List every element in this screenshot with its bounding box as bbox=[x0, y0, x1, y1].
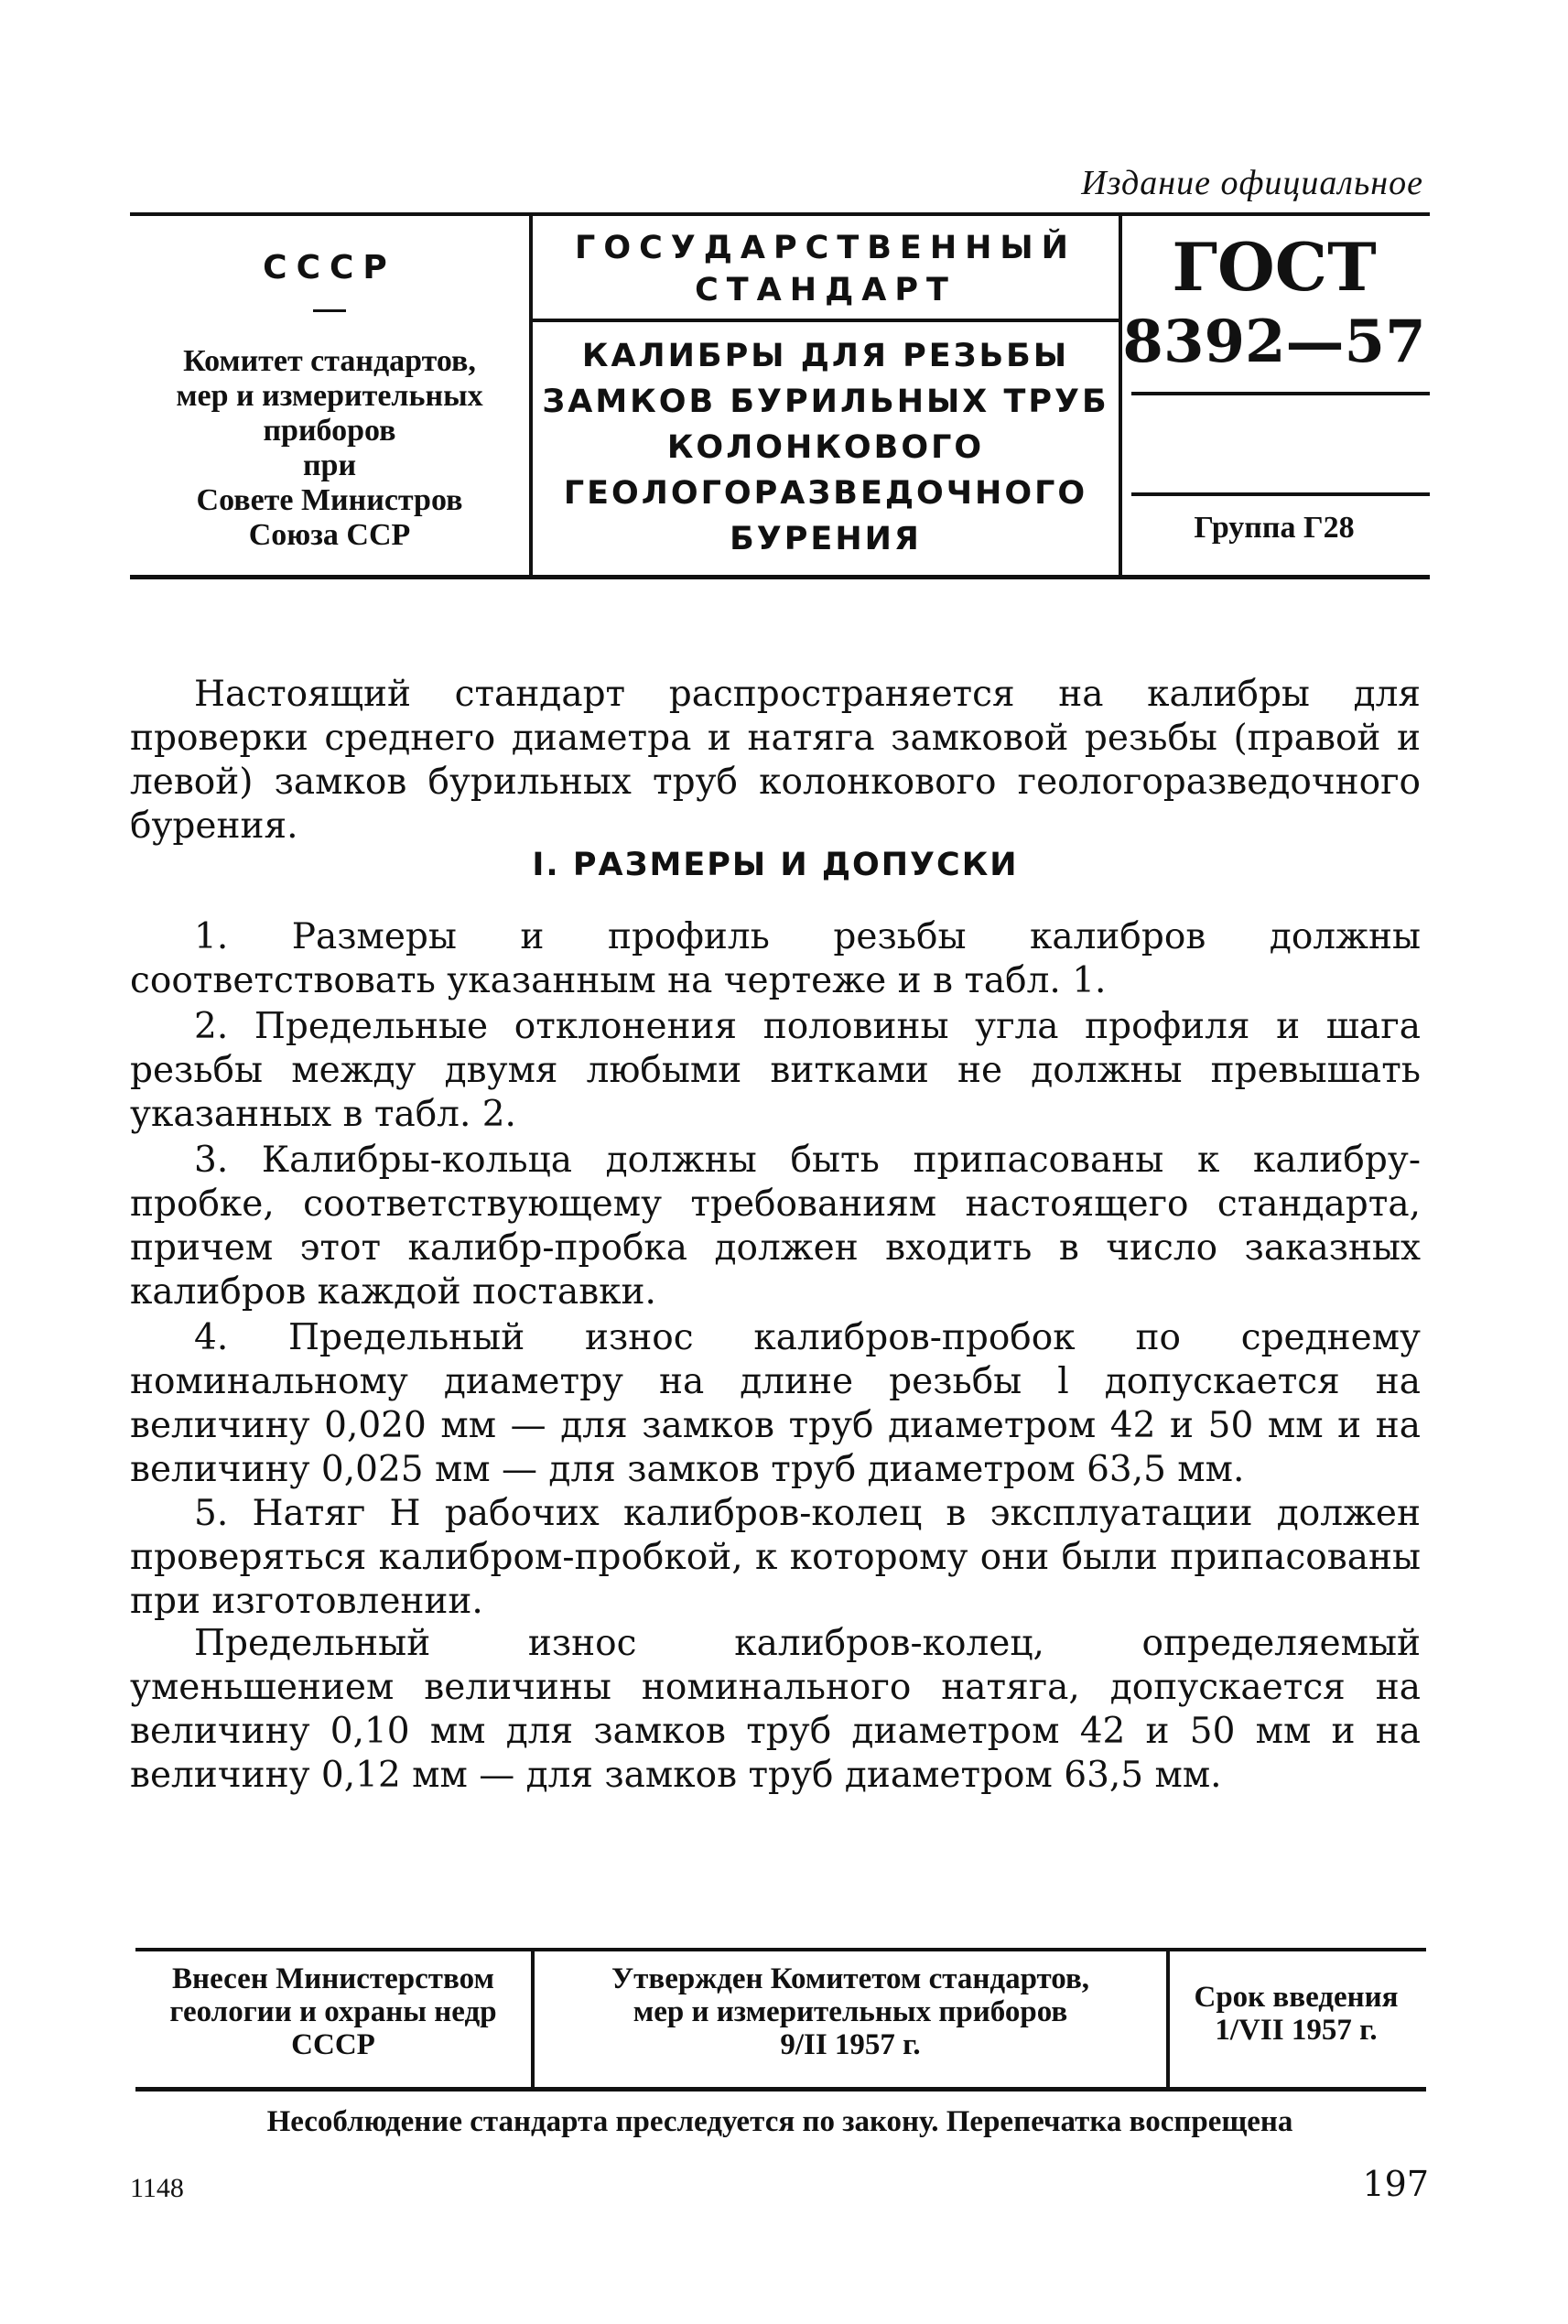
edition-label: Издание официальное bbox=[1081, 164, 1423, 202]
header-right-column bbox=[1119, 216, 1430, 575]
header-left-column bbox=[130, 216, 529, 575]
clause-paragraph: 2. Предельные отклонения половины угла профиля и шага резьбы между двумя любыми витками не должны превышать указанных в табл. 2. bbox=[130, 1006, 1421, 1135]
group-label: Группа Г28 bbox=[1194, 511, 1355, 545]
footer-middle-column bbox=[531, 1951, 1170, 2087]
header-divider bbox=[533, 319, 1119, 322]
clause-paragraph: Предельный износ калибров-колец, определяемый уменьшением величины номинального натяга, допускается на величину 0,10 мм для замков труб диаметром 42 и 50 мм и на величину 0,12 мм — для замков труб диаметром 63,5 мм. bbox=[130, 1623, 1421, 1796]
footer-left-column bbox=[135, 1951, 531, 2087]
copyright-notice: Несоблюдение стандарта преследуется по закону. Перепечатка воспрещена bbox=[266, 2105, 1293, 2138]
header-divider bbox=[1131, 492, 1430, 496]
country-label: СССР bbox=[263, 249, 396, 286]
header-divider bbox=[1131, 392, 1430, 395]
clause-paragraph: 5. Натяг H рабочих калибров-колец в эксплуатации должен проверяться калибром-пробкой, к которому они были припасованы при изготовлении. bbox=[130, 1493, 1421, 1622]
clause-paragraph: 4. Предельный износ калибров-пробок по среднему номинальному диаметру на длине резьбы l допускается на величину 0,020 мм — для замков труб диаметром 42 и 50 мм и на величину 0,025 мм — для замков труб диаметром 63,5 мм. bbox=[130, 1317, 1421, 1490]
divider-dash bbox=[313, 309, 346, 312]
clause-paragraph: 3. Калибры-кольца должны быть припасованы к калибру-пробке, соответствующему требованиям настоящего стандарта, причем этот калибр-пробка должен входить в число заказных калибров каждой поставки. bbox=[130, 1140, 1421, 1313]
intro-paragraph: Настоящий стандарт распространяется на калибры для проверки среднего диаметра и натяга замковой резьбы (правой и левой) замков бурильных труб колонкового геологоразведочного бурения. bbox=[130, 674, 1421, 847]
page-code: 1148 bbox=[130, 2173, 184, 2203]
standard-title: КАЛИБРЫ ДЛЯ РЕЗЬБЫ ЗАМКОВ БУРИЛЬНЫХ ТРУБ КОЛОНКОВОГО ГЕОЛОГОРАЗВЕДОЧНОГО БУРЕНИЯ bbox=[542, 338, 1109, 557]
standard-header-block bbox=[130, 212, 1430, 579]
state-standard-label: ГОСУДАРСТВЕННЫЙ СТАНДАРТ bbox=[575, 230, 1076, 308]
introduced-by-label: Внесен Министерством геологии и охраны недр СССР bbox=[169, 1962, 497, 2061]
gost-number: 8392—57 bbox=[1122, 308, 1426, 376]
section-title: I. РАЗМЕРЫ И ДОПУСКИ bbox=[532, 847, 1019, 883]
header-middle-column bbox=[529, 216, 1122, 575]
clause-paragraph: 1. Размеры и профиль резьбы калибров должны соответствовать указанным на чертеже и в табл. 1. bbox=[130, 916, 1421, 1001]
effective-date-label: Срок введения 1/VII 1957 г. bbox=[1194, 1981, 1399, 2047]
committee-label: Комитет стандартов, мер и измерительных приборов при Совете Министров Союза ССР bbox=[176, 344, 483, 552]
page-number: 197 bbox=[1362, 2164, 1429, 2204]
gost-label: ГОСТ bbox=[1172, 228, 1377, 306]
approved-by-label: Утвержден Комитетом стандартов, мер и измерительных приборов 9/II 1957 г. bbox=[611, 1962, 1090, 2061]
standard-footer-block bbox=[135, 1948, 1426, 2092]
footer-right-column bbox=[1166, 1951, 1426, 2087]
